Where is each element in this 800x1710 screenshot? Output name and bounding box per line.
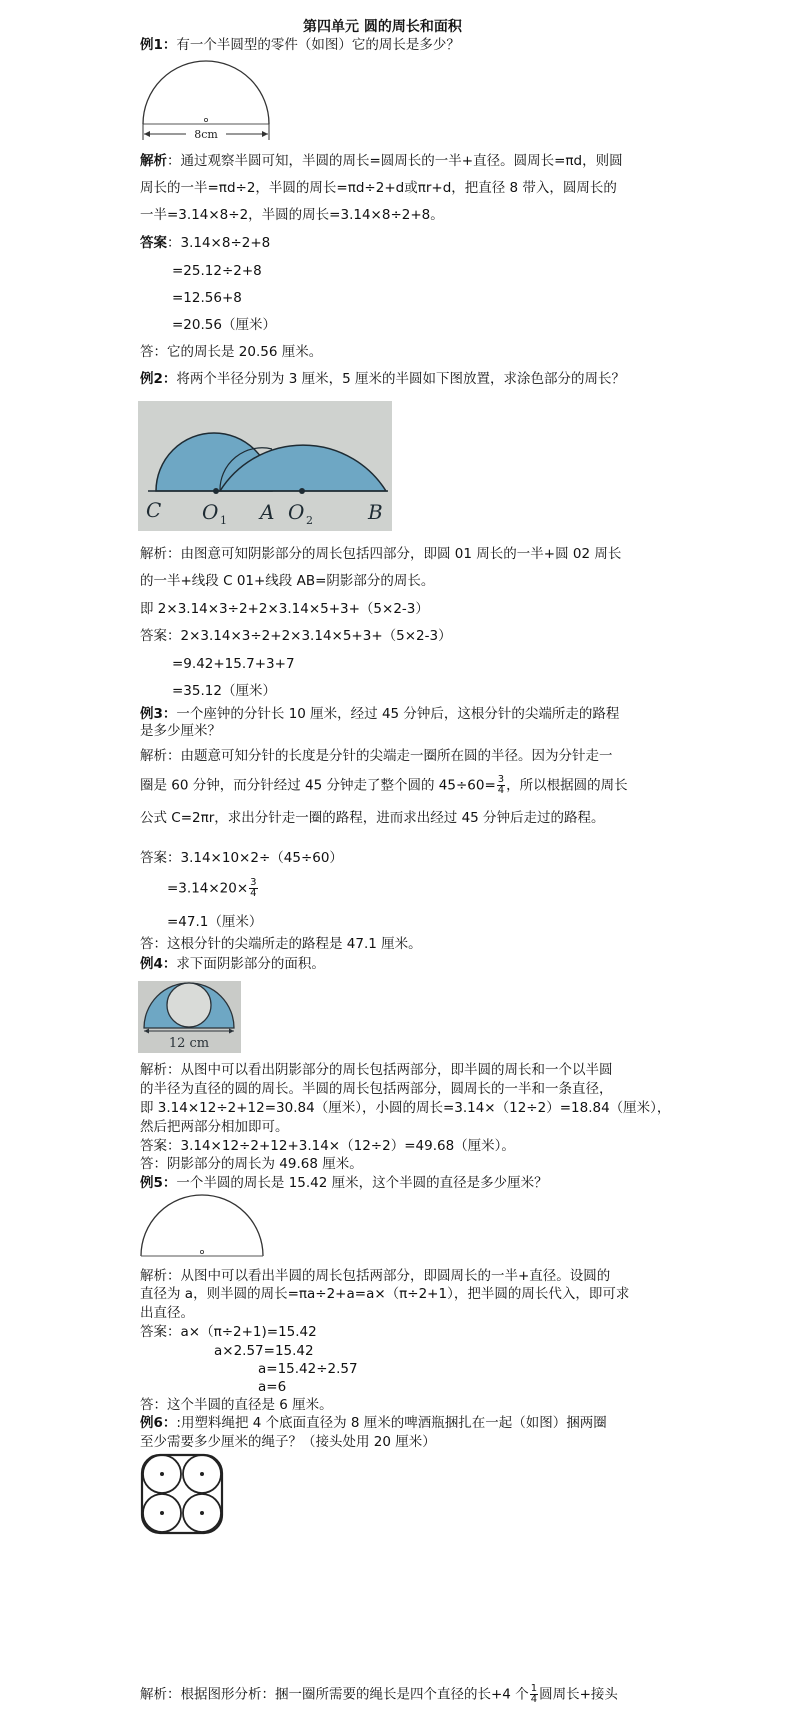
ex5-answer-line-2: a×2.57=15.42 (214, 1343, 314, 1359)
ex3-question-line-1 (140, 705, 619, 723)
ex4-analysis-line-3: 即 3.14×12÷2+12=30.84（厘米），小圆的周长=3.14×（12÷2）=18.84（厘米）， (140, 1100, 671, 1116)
ex2-analysis-line-2: 的一半+线段 C 01+线段 AB=阴影部分的周长。 (140, 573, 435, 589)
ex3-fraction-denominator: 4 (497, 785, 505, 796)
ex2-answer-line-1: 答案：2×3.14×3÷2+2×3.14×5+3+（5×2-3） (140, 628, 452, 644)
ex3-analysis-text-2a: 圈是 60 分钟，而分针经过 45 分钟走了整个圆的 45÷60= (140, 777, 496, 794)
ex4-final-answer: 答：阴影部分的周长为 49.68 厘米。 (140, 1156, 363, 1172)
ex3-analysis-line-2 (140, 775, 628, 796)
ex6-question-line-1 (140, 1414, 607, 1432)
ex2-two-semicircles-figure (138, 401, 392, 531)
ex1-analysis-line-1 (140, 152, 623, 170)
ex3-final-answer: 答：这根分针的尖端所走的路程是 47.1 厘米。 (140, 936, 422, 952)
ex1-dimension-label: 8cm (194, 128, 218, 141)
ex2-answer-line-3: =35.12（厘米） (172, 683, 276, 699)
ex1-answer-text-1: ：3.14×8÷2+8 (167, 235, 271, 251)
ex1-answer-line-1 (140, 234, 270, 252)
ex5-analysis-line-2: 直径为 a，则半圆的周长=πa÷2+a=a×（π÷2+1），把半圆的周长代入，即可求 (140, 1286, 630, 1302)
ex3-answer-fraction (249, 878, 257, 899)
ex2-point-c: C (146, 498, 162, 522)
ex1-answer-line-4: =20.56（厘米） (172, 317, 276, 333)
ex6-fraction-denominator: 4 (530, 1694, 538, 1705)
page-title: 第四单元 圆的周长和面积 (303, 19, 462, 35)
ex1-label: 例1： (140, 37, 177, 53)
ex5-question-line (140, 1174, 548, 1192)
ex4-answer: 答案：3.14×12÷2+12+3.14×（12÷2）=49.68（厘米）。 (140, 1138, 515, 1154)
ex2-point-b: B (368, 500, 383, 524)
ex3-fraction-numerator: 3 (497, 774, 505, 785)
ex2-analysis-line-1: 解析：由图意可知阴影部分的周长包括四部分，即圆 01 周长的一半+圆 02 周长 (140, 546, 622, 562)
ex6-question-line-2: 至少需要多少厘米的绳子？（接头处用 20 厘米） (140, 1434, 436, 1450)
ex3-fraction-three-quarters (497, 775, 505, 796)
ex3-question-text-1: 一个座钟的分针长 10 厘米，经过 45 分钟后，这根分针的尖端所走的路程 (176, 706, 620, 722)
ex4-label: 例4： (140, 956, 177, 972)
ex6-analysis-line (140, 1684, 618, 1705)
ex5-label: 例5： (140, 1175, 177, 1191)
ex5-semicircle-figure (138, 1194, 268, 1260)
ex3-analysis-line-3: 公式 C=2πr，求出分针走一圈的路程，进而求出经过 45 分钟后走过的路程。 (140, 810, 605, 826)
ex2-point-a: A (260, 500, 275, 524)
ex5-answer-line-1: 答案：a×（π÷2+1)=15.42 (140, 1324, 317, 1340)
ex6-analysis-text-b: 圆周长+接头 (539, 1686, 618, 1703)
ex2-answer-line-2: =9.42+15.7+3+7 (172, 656, 295, 672)
ex1-answer-line-3: =12.56+8 (172, 290, 242, 306)
ex2-point-o2-subscript: 2 (306, 514, 313, 527)
ex4-analysis-line-4: 然后把两部分相加即可。 (140, 1119, 289, 1135)
ex5-answer-line-3: a=15.42÷2.57 (258, 1361, 358, 1377)
ex1-question: 有一个半圆型的零件（如图）它的周长是多少？ (176, 37, 460, 53)
ex6-fraction-numerator: 1 (530, 1683, 538, 1694)
ex3-answer-fraction-numerator: 3 (250, 877, 257, 888)
ex4-dimension-label: 12 cm (168, 1036, 210, 1051)
ex4-semicircle-with-circle-figure (138, 981, 241, 1053)
ex4-question: 求下面阴影部分的面积。 (176, 956, 325, 972)
ex3-analysis-line-1: 解析：由题意可知分针的长度是分针的尖端走一圈所在圆的半径。因为分针走一 (140, 748, 613, 764)
ex1-question-line (140, 36, 460, 54)
ex6-question-text-1: :用塑料绳把 4 个底面直径为 8 厘米的啤酒瓶捆扎在一起（如图）捆两圈 (176, 1415, 607, 1431)
ex5-question: 一个半圆的周长是 15.42 厘米，这个半圆的直径是多少厘米？ (176, 1175, 548, 1191)
ex6-label: 例6： (140, 1415, 177, 1431)
ex1-analysis-label: 解析 (140, 153, 167, 169)
ex2-point-o1-subscript: 1 (220, 514, 227, 527)
ex3-analysis-text-2b: ，所以根据圆的周长 (506, 777, 628, 794)
ex4-analysis-line-1: 解析：从图中可以看出阴影部分的周长包括两部分，即半圆的周长和一个以半圆 (140, 1062, 613, 1078)
ex1-answer-label: 答案 (140, 235, 167, 251)
ex1-analysis-text-1: ：通过观察半圆可知，半圆的周长=圆周长的一半+直径。圆周长=πd，则圆 (167, 153, 623, 169)
ex3-answer-text-2: =3.14×20× (167, 880, 249, 897)
ex2-formula: 即 2×3.14×3÷2+2×3.14×5+3+（5×2-3） (140, 601, 429, 617)
ex3-answer-line-2 (167, 878, 259, 899)
ex2-label: 例2： (140, 371, 177, 387)
ex3-answer-line-3: =47.1（厘米） (167, 914, 263, 930)
ex1-final-answer: 答：它的周长是 20.56 厘米。 (140, 344, 323, 360)
ex2-point-o1: O (202, 500, 219, 524)
ex4-analysis-line-2: 的半径为直径的圆的周长。半圆的周长包括两部分，圆周长的一半和一条直径， (140, 1081, 613, 1097)
ex3-label: 例3： (140, 706, 177, 722)
ex1-answer-line-2: =25.12÷2+8 (172, 263, 262, 279)
ex1-analysis-line-3: 一半=3.14×8÷2，半圆的周长=3.14×8÷2+8。 (140, 207, 444, 223)
ex6-analysis-text-a: 解析：根据图形分析：捆一圈所需要的绳长是四个直径的长+4 个 (140, 1686, 529, 1703)
ex1-semicircle-figure (138, 58, 274, 144)
ex6-fraction-one-quarter (530, 1684, 538, 1705)
ex6-bottles-bundle-figure (140, 1453, 226, 1535)
ex3-question-line-2: 是多少厘米？ (140, 723, 221, 739)
ex5-final-answer: 答：这个半圆的直径是 6 厘米。 (140, 1397, 333, 1413)
ex5-analysis-line-3: 出直径。 (140, 1305, 194, 1321)
ex1-analysis-line-2: 周长的一半=πd÷2，半圆的周长=πd÷2+d或πr+d，把直径 8 带入，圆周长的 (140, 180, 617, 196)
ex4-question-line (140, 955, 325, 973)
ex5-answer-line-4: a=6 (258, 1379, 287, 1395)
ex3-answer-fraction-denominator: 4 (250, 888, 257, 899)
ex2-question: 将两个半径分别为 3 厘米，5 厘米的半圆如下图放置，求涂色部分的周长？ (176, 371, 625, 387)
ex5-analysis-line-1: 解析：从图中可以看出半圆的周长包括两部分，即圆周长的一半+直径。设圆的 (140, 1268, 611, 1284)
ex2-point-o2: O (288, 500, 305, 524)
ex3-answer-line-1: 答案：3.14×10×2÷（45÷60） (140, 850, 343, 866)
ex2-question-line (140, 370, 625, 388)
